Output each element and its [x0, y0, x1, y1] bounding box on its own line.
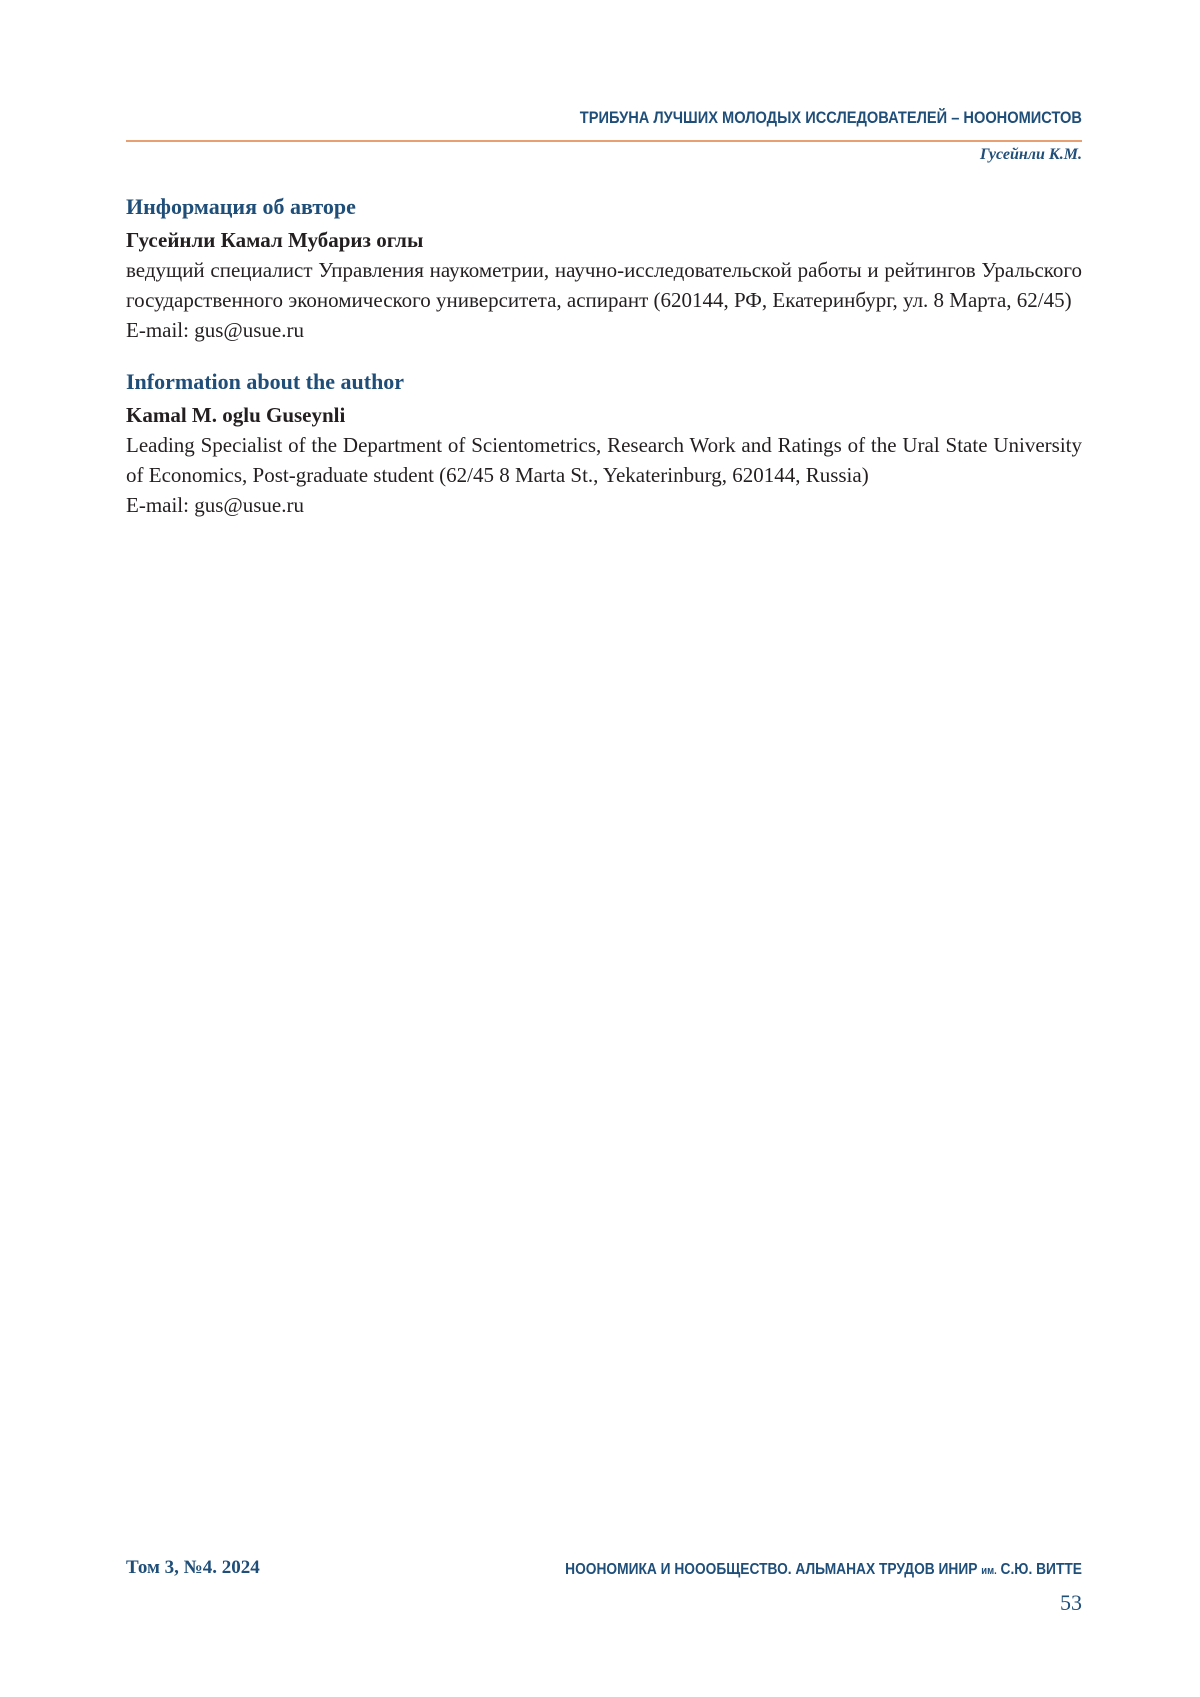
author-email-en[interactable]: E-mail: gus@usue.ru [126, 493, 304, 517]
author-description-en: Leading Specialist of the Department of Scientometrics, Research Work and Ratings of the Ural State University of Economics, Post-graduate student (62/45 8 Marta St., Yekaterinburg, 620144, Russia) [126, 433, 1082, 487]
section-heading-ru: Информация об авторе [126, 194, 356, 219]
author-description-ru: ведущий специалист Управления наукометрии, научно-исследовательской работы и рейтингов Уральского государственного экономического университета, аспирант (620144, РФ, Екатеринбург, ул. 8 Марта, 62/45) [126, 258, 1082, 312]
author-info-content [126, 192, 1082, 542]
footer-journal-title-part2: С.Ю. ВИТТЕ [996, 1561, 1082, 1578]
header-divider [126, 140, 1082, 142]
author-name-ru: Гусейнли Камал Мубариз оглы [126, 228, 424, 252]
footer-journal-title-part1: НООНОМИКА И НОООБЩЕСТВО. АЛЬМАНАХ ТРУДОВ ИНИР [565, 1561, 982, 1578]
section-heading-en: Information about the author [126, 369, 405, 394]
footer-journal-title-small: им. [981, 1565, 997, 1577]
footer-journal-title [565, 1561, 1082, 1579]
author-name-en: Kamal M. oglu Guseynli [126, 403, 346, 427]
page-number: 53 [1060, 1590, 1082, 1615]
author-info-en [126, 367, 1082, 520]
footer-volume: Том 3, №4. 2024 [126, 1557, 260, 1578]
author-email-ru[interactable]: E-mail: gus@usue.ru [126, 318, 304, 342]
running-header-author: Гусейнли К.М. [979, 146, 1082, 163]
running-header-title: ТРИБУНА ЛУЧШИХ МОЛОДЫХ ИССЛЕДОВАТЕЛЕЙ – НООНОМИСТОВ [579, 108, 1082, 127]
author-info-ru [126, 192, 1082, 345]
